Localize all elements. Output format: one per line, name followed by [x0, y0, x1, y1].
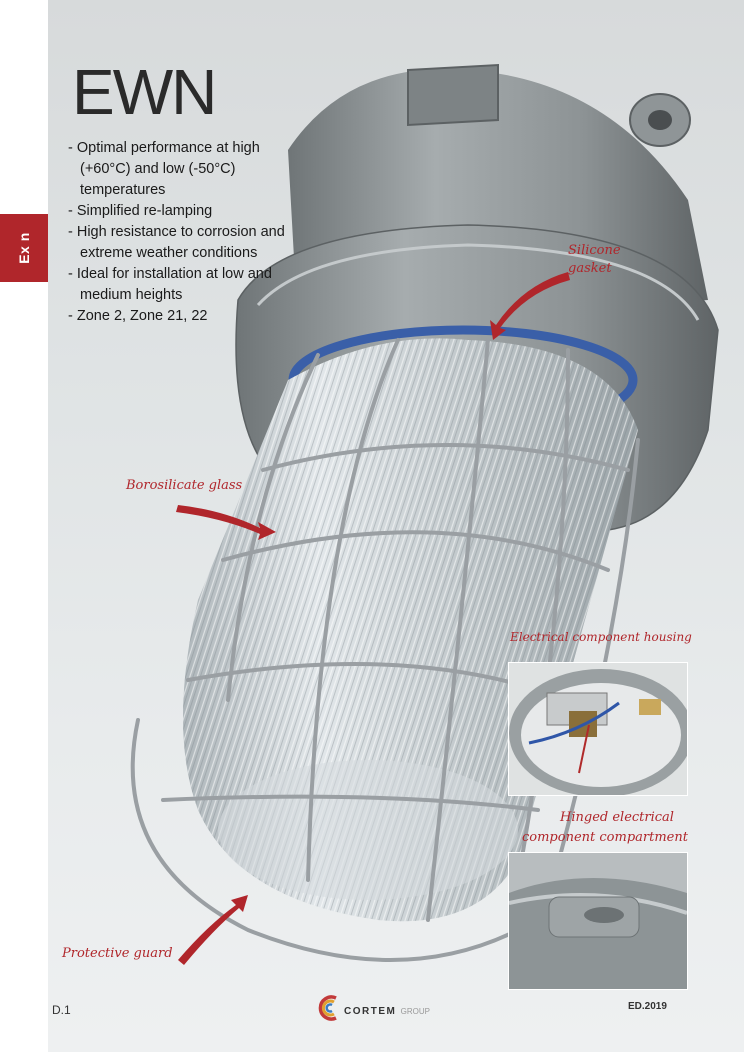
section-tab [0, 214, 48, 282]
inset-photo-electrical-housing [508, 662, 688, 796]
feature-item: - Zone 2, Zone 21, 22 [68, 306, 288, 327]
feature-item: - Optimal performance at high (+60°C) and low (-50°C) temperatures [68, 138, 288, 201]
callout-protective-guard: Protective guard [62, 946, 173, 961]
logo-mark-icon [318, 994, 342, 1022]
callout-hinged-compartment-line2: component compartment [522, 830, 688, 845]
feature-item: - Simplified re-lamping [68, 201, 288, 222]
callout-borosilicate-glass: Borosilicate glass [126, 478, 243, 493]
feature-list [68, 138, 288, 327]
section-tab-label: Ex n [16, 232, 32, 264]
feature-item: - Ideal for installation at low and medium heights [68, 264, 288, 306]
callout-hinged-compartment-line1: Hinged electrical [560, 810, 674, 825]
page-number: D.1 [52, 1003, 71, 1017]
logo-brand-text: CORTEM [344, 1006, 397, 1017]
logo-suffix-text: GROUP [400, 1007, 430, 1016]
product-title: EWN [72, 56, 216, 128]
callout-electrical-housing: Electrical component housing [510, 630, 692, 644]
callout-silicone-gasket: Silicone gasket [568, 243, 621, 276]
edition-label: ED.2019 [628, 1001, 667, 1012]
feature-item: - High resistance to corrosion and extreme weather conditions [68, 222, 288, 264]
inset-photo-hinged-compartment [508, 852, 688, 990]
brand-logo [318, 994, 438, 1026]
